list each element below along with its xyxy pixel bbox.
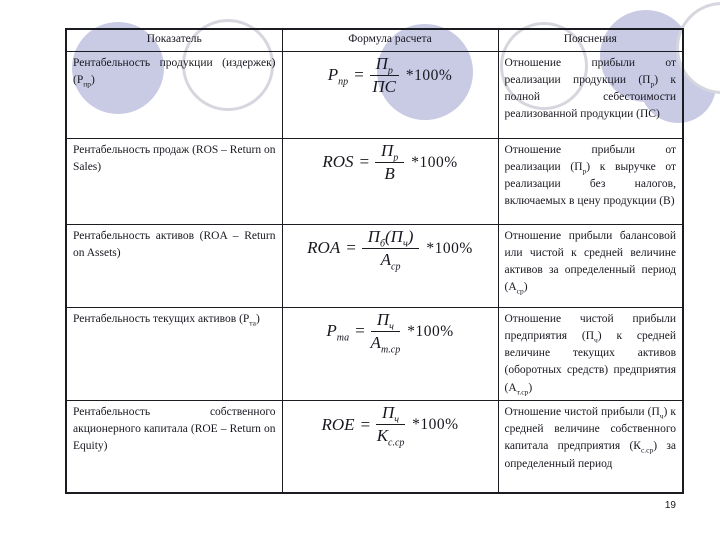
explanation-cell: Отношение чистой прибыли предприятия $(П_ч)$ к средней величине текущих активов (оборотных средств) предприятия $(А_{т.ср})$: [498, 307, 683, 400]
multiplier: *100%: [411, 154, 458, 172]
formula: [289, 402, 492, 449]
fraction-denominator: $А_{т.ср}$: [370, 333, 401, 356]
table-row: [66, 400, 683, 493]
equals-sign: =: [345, 238, 357, 258]
equals-sign: =: [359, 414, 372, 434]
table-header-row: [66, 29, 683, 51]
formula-cell: [282, 307, 498, 400]
multiplier: *100%: [405, 67, 453, 85]
formula-cell: [282, 51, 498, 138]
indicator-cell: Рентабельность текущих активов $(Р_{та})$: [66, 307, 282, 400]
fraction: [362, 226, 420, 273]
fraction: [376, 402, 405, 449]
fraction-denominator: $А_{ср}$: [380, 250, 401, 273]
multiplier: *100%: [426, 240, 473, 258]
profitability-metrics-table: [65, 28, 684, 494]
page-number: 19: [664, 500, 676, 511]
fraction-numerator: $П_ч$: [376, 404, 405, 426]
table-row: [66, 51, 683, 138]
multiplier: *100%: [407, 323, 454, 341]
formula-cell: [282, 224, 498, 307]
formula: [289, 55, 492, 97]
equals-sign: =: [358, 152, 370, 172]
formula-cell: [282, 138, 498, 224]
table-row: [66, 307, 683, 400]
column-header-formula: Формула расчета: [282, 29, 498, 51]
multiplier: *100%: [412, 416, 459, 434]
indicator-cell: Рентабельность активов (ROA – Return on Assets): [66, 224, 282, 307]
fraction-denominator: $К_{с.ср}$: [376, 426, 405, 449]
column-header-indicator: Показатель: [66, 29, 282, 51]
column-header-explanation: Пояснения: [498, 29, 683, 51]
fraction-denominator: ПС: [372, 77, 397, 97]
fraction-numerator: $П_р$: [375, 142, 404, 164]
formula-lhs: $Р_{та}$: [326, 321, 350, 344]
explanation-cell: Отношение прибыли от реализации $(П_р)$ к выручке от реализации без налогов, включаемых в цену продукции (В): [498, 138, 683, 224]
fraction-numerator: $П_б(П_ч)$: [362, 228, 420, 250]
formula-lhs: ROA: [307, 238, 341, 258]
indicator-cell: Рентабельность продаж (ROS – Return on Sales): [66, 138, 282, 224]
formula-lhs: $Р_{пр}$: [327, 65, 349, 88]
explanation-cell: Отношение прибыли балансовой или чистой к средней величине активов за определенный период $(А_{ср})$: [498, 224, 683, 307]
formula: [289, 142, 492, 184]
formula: [289, 226, 492, 273]
table-row: [66, 224, 683, 307]
indicator-cell: Рентабельность собственного акционерного капитала (ROE – Return on Equity): [66, 400, 282, 493]
formula: [289, 309, 492, 356]
fraction-numerator: $П_ч$: [371, 311, 400, 333]
explanation-cell: Отношение чистой прибыли $(П_ч)$ к средней величине собственного капитала предприятия $(К_{с.ср})$ за определенный период: [498, 400, 683, 493]
equals-sign: =: [354, 321, 366, 341]
fraction: [370, 309, 401, 356]
formula-lhs: ROE: [321, 414, 355, 434]
fraction-denominator: В: [384, 164, 395, 184]
formula-cell: [282, 400, 498, 493]
fraction: [375, 142, 404, 184]
formula-lhs: ROS: [322, 152, 354, 172]
fraction-numerator: $П_р$: [370, 55, 399, 77]
table-row: [66, 138, 683, 224]
fraction: [370, 55, 399, 97]
indicator-cell: Рентабельность продукции (издержек) $(Р_{пр})$: [66, 51, 282, 138]
equals-sign: =: [353, 65, 365, 85]
explanation-cell: Отношение прибыли от реализации продукции $(П_р)$ к полной себестоимости реализованной продукции (ПС): [498, 51, 683, 138]
